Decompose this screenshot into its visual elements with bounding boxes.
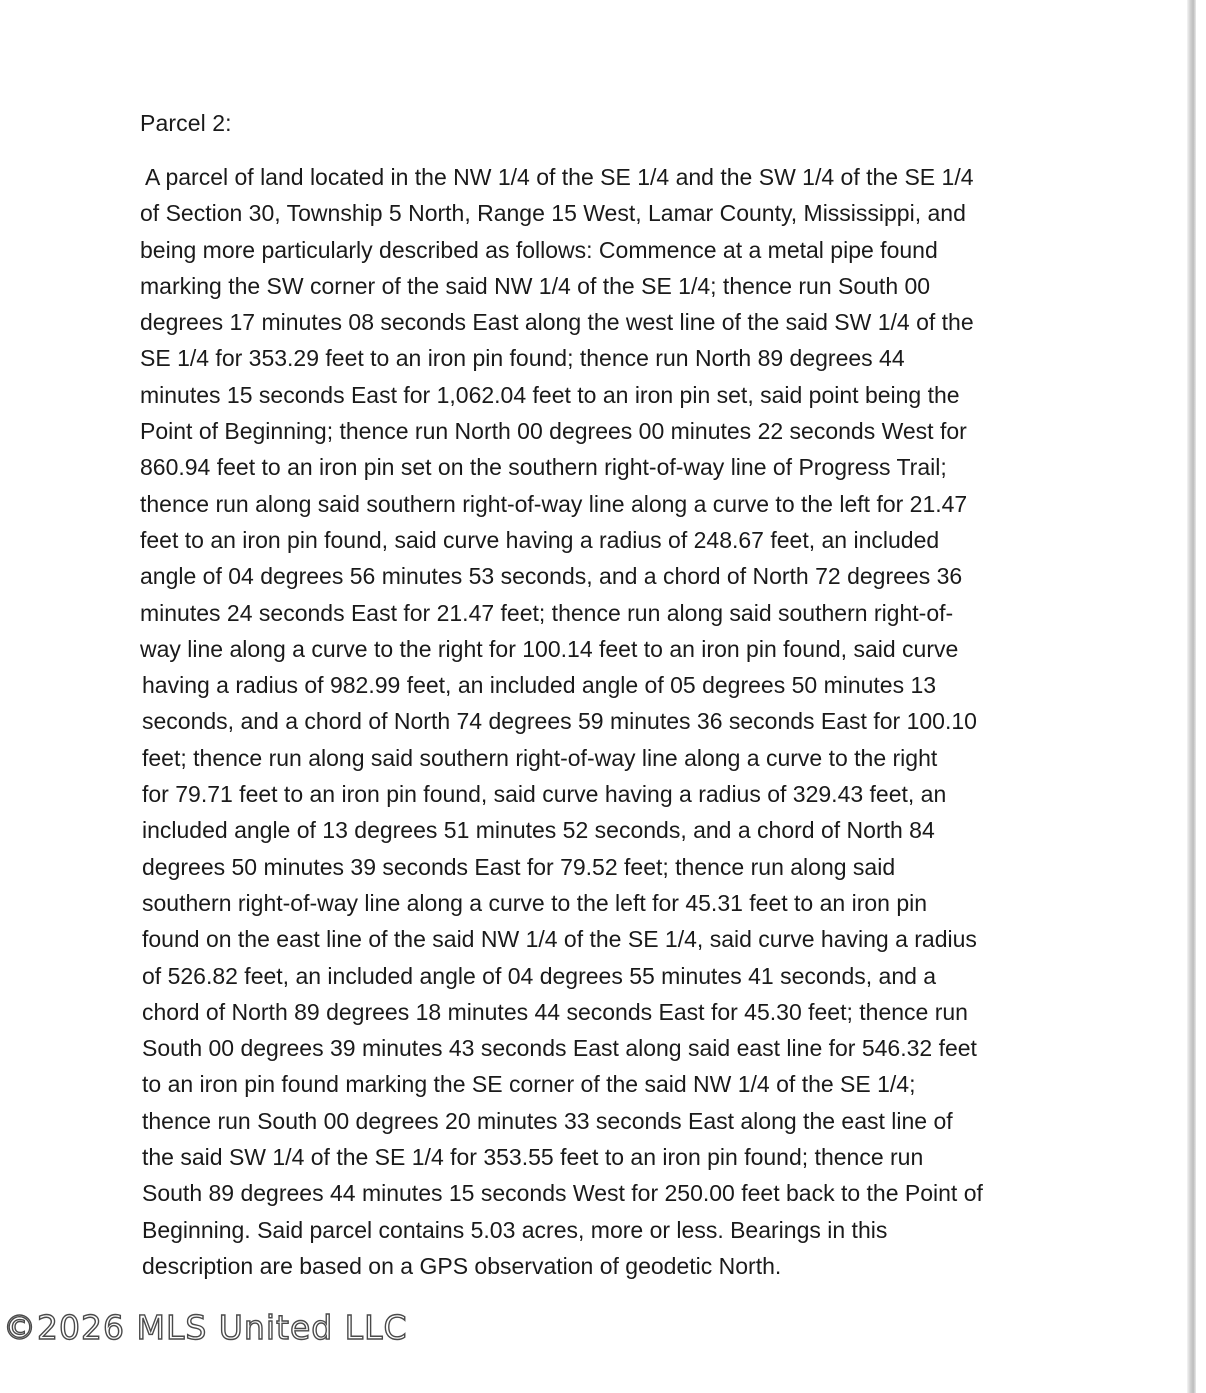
description-line: thence run South 00 degrees 20 minutes 33 seconds East along the east line of xyxy=(142,1107,953,1134)
description-line: 860.94 feet to an iron pin set on the southern right-of-way line of Progress Trail; xyxy=(140,454,947,481)
description-line: minutes 15 seconds East for 1,062.04 feet to an iron pin set, said point being the xyxy=(140,381,960,408)
description-line: Beginning. Said parcel contains 5.03 acres, more or less. Bearings in this xyxy=(142,1216,888,1243)
description-line: chord of North 89 degrees 18 minutes 44 seconds East for 45.30 feet; thence run xyxy=(142,998,968,1025)
scan-edge-shadow xyxy=(1187,0,1196,1393)
description-line: the said SW 1/4 of the SE 1/4 for 353.55 feet to an iron pin found; thence run xyxy=(142,1144,924,1171)
description-line: of 526.82 feet, an included angle of 04 degrees 55 minutes 41 seconds, and a xyxy=(142,962,937,989)
description-line: for 79.71 feet to an iron pin found, said curve having a radius of 329.43 feet, an xyxy=(142,781,947,808)
description-line: A parcel of land located in the NW 1/4 of the SE 1/4 and the SW 1/4 of the SE 1/4 xyxy=(145,164,974,190)
description-line: having a radius of 982.99 feet, an included angle of 05 degrees 50 minutes 13 xyxy=(142,672,937,699)
description-line: marking the SW corner of the said NW 1/4 of the SE 1/4; thence run South 00 xyxy=(140,272,931,299)
description-line: feet; thence run along said southern right-of-way line along a curve to the right xyxy=(142,744,938,771)
description-line: to an iron pin found marking the SE corner of the said NW 1/4 of the SE 1/4; xyxy=(142,1071,916,1098)
description-line: of Section 30, Township 5 North, Range 15 West, Lamar County, Mississippi, and xyxy=(140,200,966,227)
description-line: feet to an iron pin found, said curve having a radius of 248.67 feet, an included xyxy=(140,526,940,553)
parcel-heading: Parcel 2: xyxy=(140,110,232,136)
description-line: found on the east line of the said NW 1/4 of the SE 1/4, said curve having a radius xyxy=(142,926,977,953)
description-line: way line along a curve to the right for 100.14 feet to an iron pin found, said curve xyxy=(140,635,959,662)
description-line: South 00 degrees 39 minutes 43 seconds East along said east line for 546.32 feet xyxy=(142,1035,977,1062)
copyright-watermark: ©2026 MLS United LLC xyxy=(3,1308,408,1347)
description-line: being more particularly described as follows: Commence at a metal pipe found xyxy=(140,236,938,263)
description-line: angle of 04 degrees 56 minutes 53 seconds, and a chord of North 72 degrees 36 xyxy=(140,563,963,590)
description-line: southern right-of-way line along a curve to the left for 45.31 feet to an iron pin xyxy=(142,889,928,916)
description-line: minutes 24 seconds East for 21.47 feet; thence run along said southern right-of- xyxy=(140,599,954,626)
description-line: SE 1/4 for 353.29 feet to an iron pin found; thence run North 89 degrees 44 xyxy=(140,345,905,372)
description-line: Point of Beginning; thence run North 00 degrees 00 minutes 22 seconds West for xyxy=(140,418,967,445)
description-line: thence run along said southern right-of-way line along a curve to the left for 21.47 xyxy=(140,490,968,517)
description-line: included angle of 13 degrees 51 minutes 52 seconds, and a chord of North 84 xyxy=(142,817,935,844)
description-line: degrees 17 minutes 08 seconds East along the west line of the said SW 1/4 of the xyxy=(140,309,974,336)
description-line: South 89 degrees 44 minutes 15 seconds West for 250.00 feet back to the Point of xyxy=(142,1180,983,1207)
description-line: degrees 50 minutes 39 seconds East for 79.52 feet; thence run along said xyxy=(142,853,896,880)
description-line: description are based on a GPS observation of geodetic North. xyxy=(142,1252,782,1279)
description-line: seconds, and a chord of North 74 degrees 59 minutes 36 seconds East for 100.10 xyxy=(142,708,977,735)
legal-description xyxy=(140,159,1080,1284)
